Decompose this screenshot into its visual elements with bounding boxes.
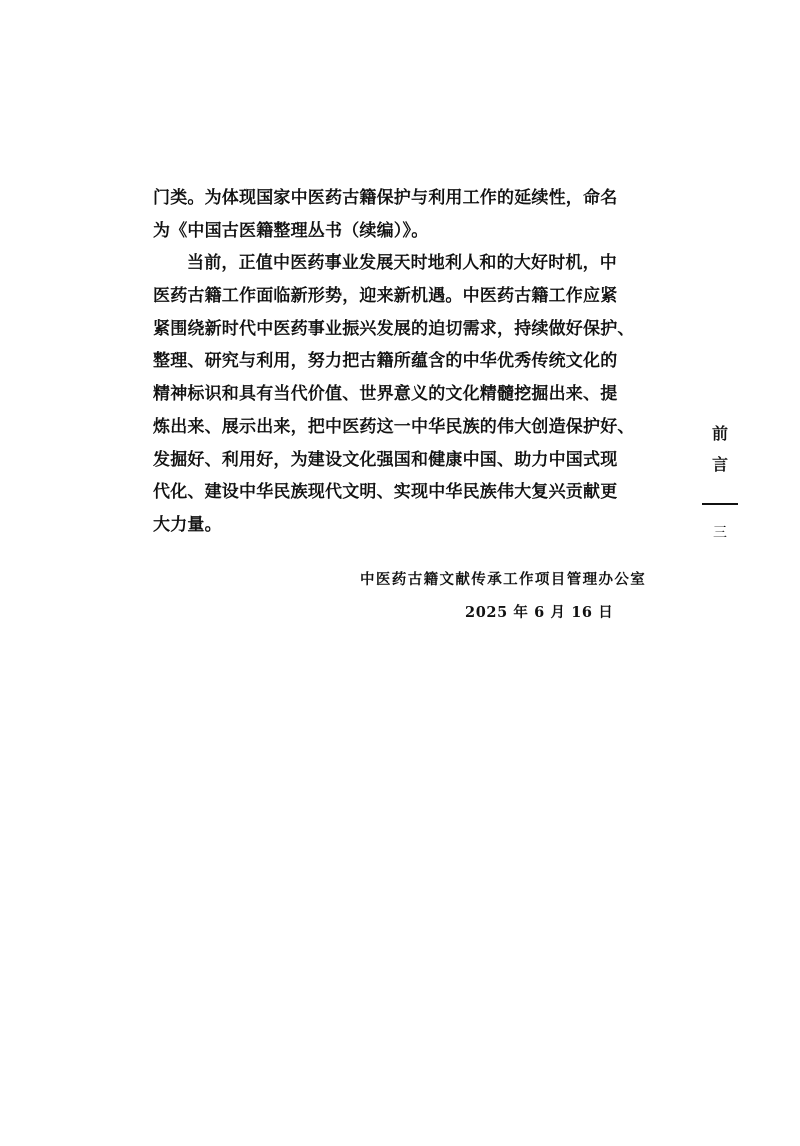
section-label-char: 言 <box>711 455 728 474</box>
body-line: 精神标识和具有当代价值、世界意义的文化精髓挖掘出来、提 <box>153 384 618 405</box>
body-line: 大力量。 <box>153 514 222 535</box>
body-line: 医药古籍工作面临新形势，迎来新机遇。中医药古籍工作应紧 <box>153 286 618 307</box>
section-divider-rule <box>702 503 738 505</box>
body-line: 炼出来、展示出来，把中医药这一中华民族的伟大创造保护好、 <box>153 416 635 437</box>
signature-organization: 中医药古籍文献传承工作项目管理办公室 <box>360 571 647 588</box>
body-line: 紧围绕新时代中医药事业振兴发展的迫切需求，持续做好保护、 <box>153 318 635 339</box>
paragraph-start-line: 当前，正值中医药事业发展天时地利人和的大好时机，中 <box>187 253 617 274</box>
body-line: 发掘好、利用好，为建设文化强国和健康中国、助力中国式现 <box>153 449 618 470</box>
body-line: 整理、研究与利用，努力把古籍所蕴含的中华优秀传统文化的 <box>153 351 618 372</box>
section-label-char: 前 <box>711 424 728 443</box>
body-line: 代化、建设中华民族现代文明、实现中华民族伟大复兴贡献更 <box>153 482 618 503</box>
body-line: 为《中国古医籍整理丛书（续编）》。 <box>153 220 429 241</box>
body-line: 门类。为体现国家中医药古籍保护与利用工作的延续性，命名 <box>153 188 618 208</box>
signature-date: 2025 年 6 月 16 日 <box>465 604 614 621</box>
preface-body <box>153 182 663 542</box>
section-side-tab <box>700 418 740 541</box>
page-number: 三 <box>713 525 727 541</box>
